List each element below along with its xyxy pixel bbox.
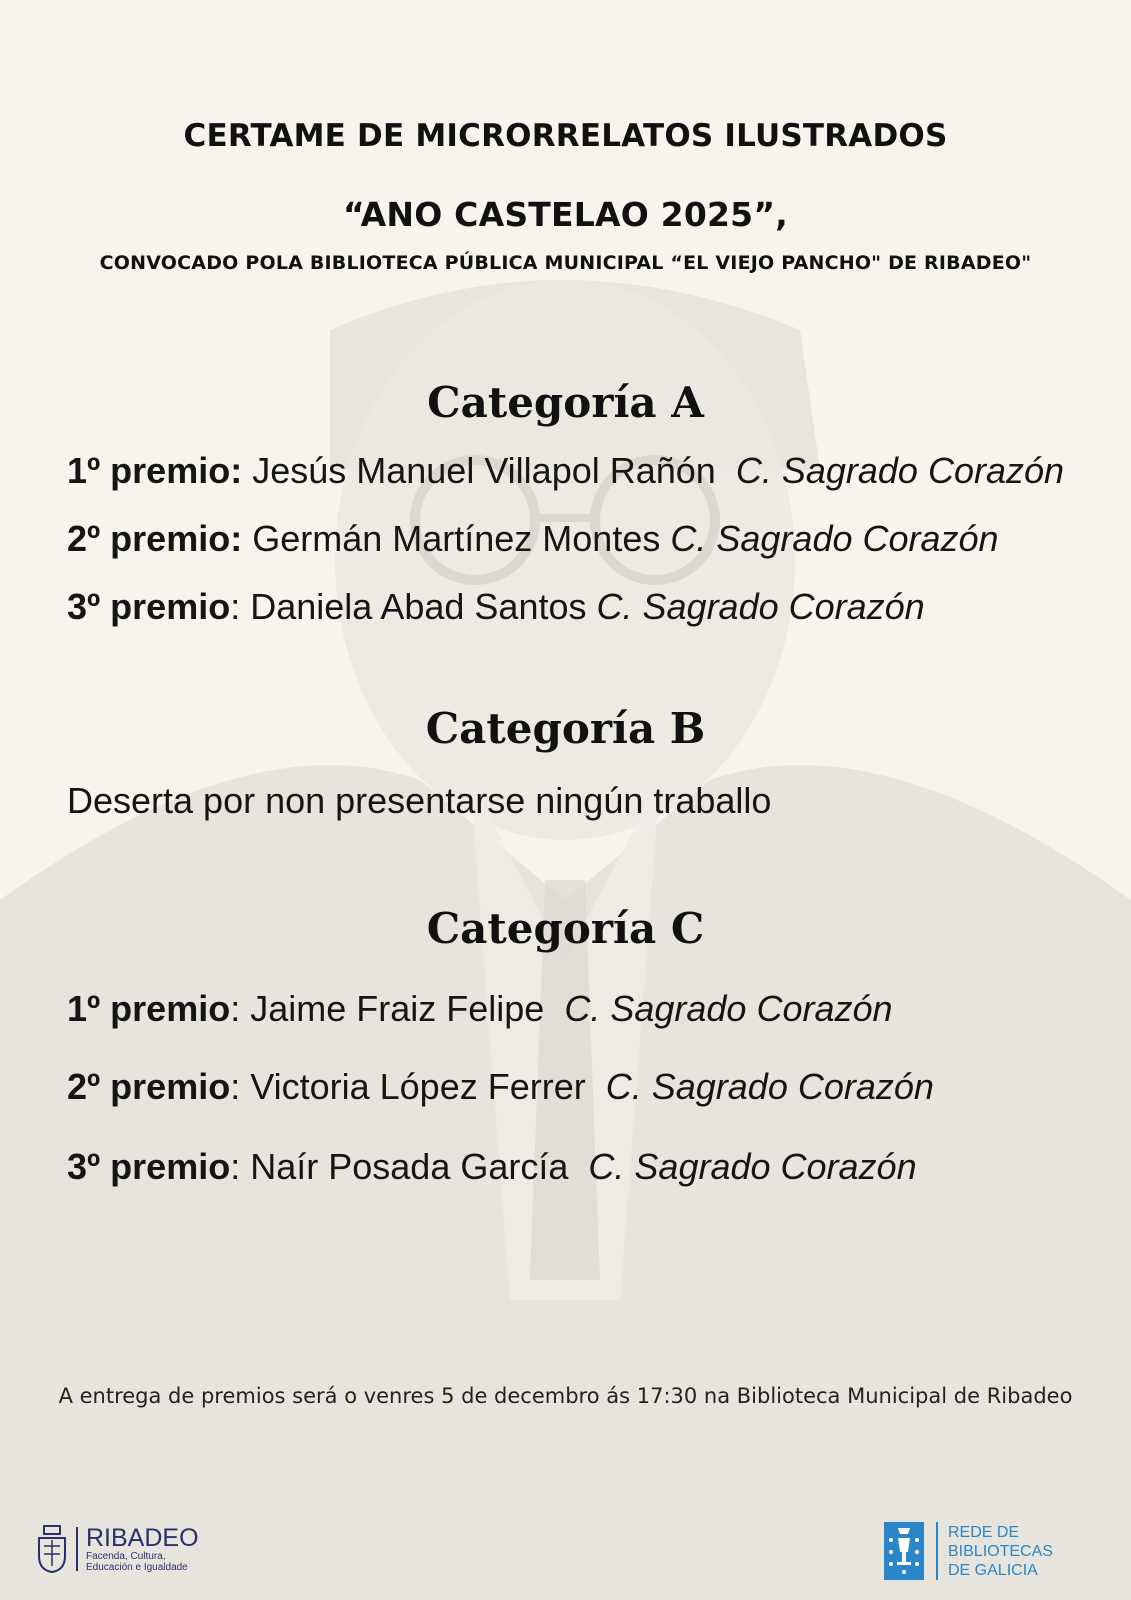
prize-separator: :	[230, 988, 241, 1029]
category-c-title: Categoría C	[426, 904, 705, 953]
prize-school: C. Sagrado Corazón	[670, 518, 999, 559]
ribadeo-name: RIBADEO	[86, 1524, 199, 1552]
ribadeo-sub-2: Educación e Igualdade	[86, 1562, 188, 1573]
prize-school: C. Sagrado Corazón	[735, 450, 1065, 491]
poster-subtitle: “ANO CASTELAO 2025”,	[343, 195, 788, 234]
rede-line-1: REDE DE	[948, 1523, 1020, 1541]
category-a-prize-2	[67, 518, 1117, 560]
prize-label: 1º premio	[67, 988, 231, 1029]
ribadeo-crest-icon	[36, 1524, 68, 1574]
rede-bibliotecas-logo	[884, 1522, 1053, 1580]
prize-winner: Jaime Fraiz Felipe	[250, 988, 545, 1029]
prize-winner: Germán Martínez Montes	[252, 518, 661, 559]
logo-divider	[76, 1527, 78, 1571]
galicia-shield-icon	[884, 1522, 924, 1580]
prize-school: C. Sagrado Corazón	[564, 988, 893, 1029]
prize-separator: :	[230, 1066, 241, 1107]
category-a-title: Categoría A	[427, 378, 704, 427]
ribadeo-sub-1: Facenda, Cultura,	[86, 1551, 166, 1562]
poster-title: CERTAME DE MICRORRELATOS ILUSTRADOS	[183, 118, 948, 154]
logo-divider	[936, 1522, 938, 1580]
prize-separator: :	[230, 1146, 241, 1187]
category-b-title: Categoría B	[425, 704, 706, 753]
prize-winner: Jesús Manuel Villapol Rañón	[252, 450, 716, 491]
prize-label: 2º premio:	[67, 518, 243, 559]
category-c-prize-1	[67, 988, 1117, 1030]
prize-school: C. Sagrado Corazón	[596, 586, 925, 627]
category-a-prize-3	[67, 586, 1117, 628]
rede-line-2: BIBLIOTECAS	[948, 1542, 1053, 1560]
category-a-prize-1	[67, 450, 1117, 492]
prize-label: 3º premio	[67, 1146, 231, 1187]
prize-label: 2º premio	[67, 1066, 231, 1107]
category-b-note: Deserta por non presentarse ningún traballo	[67, 780, 772, 821]
prize-winner: Daniela Abad Santos	[250, 586, 587, 627]
prize-label: 3º premio	[67, 586, 231, 627]
award-ceremony-note: A entrega de premios será o venres 5 de decembro ás 17:30 na Biblioteca Municipal de Ribadeo	[58, 1384, 1073, 1408]
prize-winner: Naír Posada García	[250, 1146, 569, 1187]
rede-line-3: DE GALICIA	[948, 1561, 1038, 1579]
prize-winner: Victoria López Ferrer	[250, 1066, 586, 1107]
prize-school: C. Sagrado Corazón	[605, 1066, 934, 1107]
poster-organizer: CONVOCADO POLA BIBLIOTECA PÚBLICA MUNICIPAL “EL VIEJO PANCHO" DE RIBADEO"	[99, 252, 1032, 274]
prize-school: C. Sagrado Corazón	[588, 1146, 917, 1187]
category-c-prize-2	[67, 1066, 1117, 1108]
prize-separator: :	[230, 586, 241, 627]
category-c-prize-3	[67, 1146, 1117, 1188]
prize-label: 1º premio:	[67, 450, 243, 491]
ribadeo-logo	[36, 1524, 199, 1574]
